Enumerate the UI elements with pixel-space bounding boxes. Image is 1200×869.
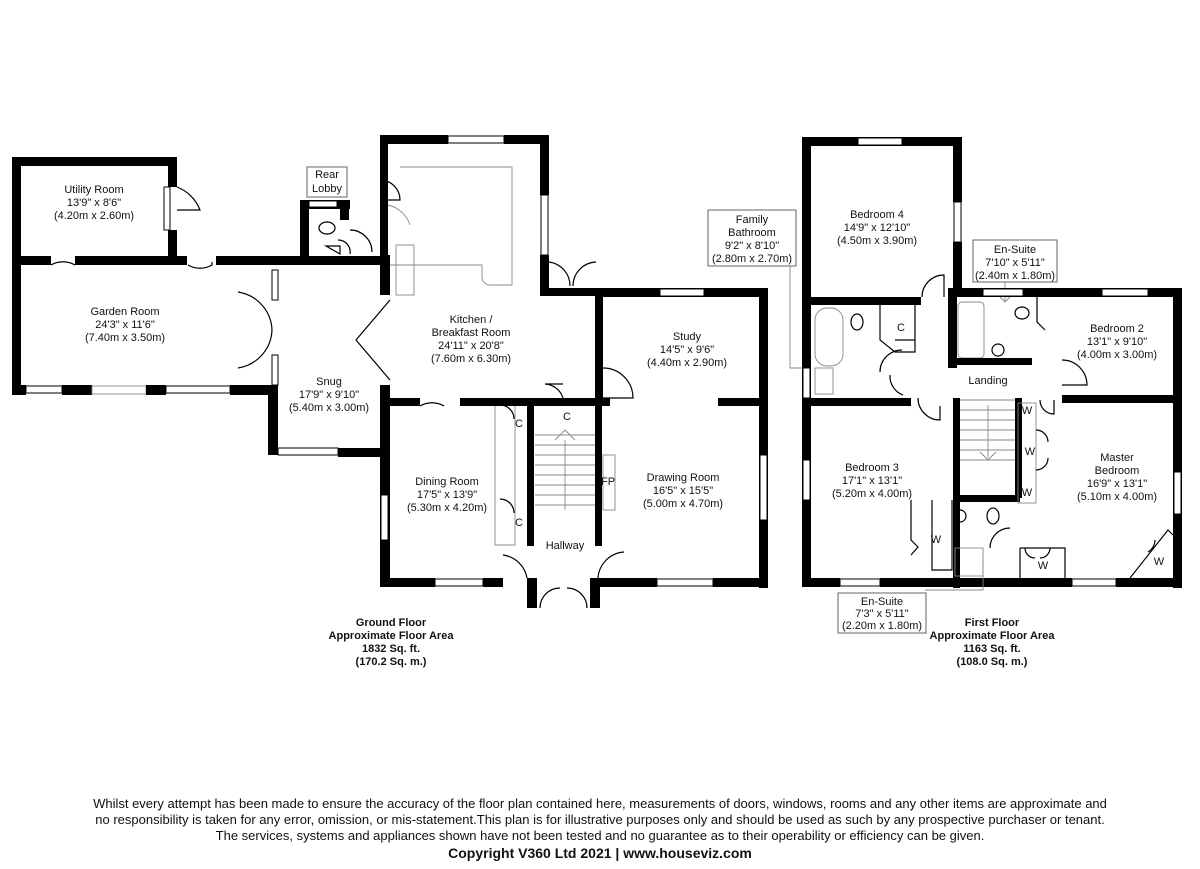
ensuite-top-name: En-Suite (993, 244, 1037, 256)
kitchen-imperial: 24'11" x 20'8" (438, 340, 504, 352)
wardrobe-label-1: W (930, 534, 942, 546)
wardrobe-label-5: W (1037, 560, 1049, 572)
kitchen-name: Kitchen / (449, 314, 493, 326)
garden-room-name: Garden Room (90, 306, 160, 318)
cupboard-label-3: C (563, 411, 571, 423)
ground-floor-area-label: Approximate Floor Area (328, 630, 454, 642)
utility-room-metric: (4.20m x 2.60m) (53, 210, 135, 222)
bedroom4-imperial: 14'9" x 12'10" (843, 222, 911, 234)
family-bathroom-imperial: 9'2" x 8'10" (724, 240, 780, 252)
utility-room-imperial: 13'9" x 8'6" (66, 197, 122, 209)
disclaimer-line-3: The services, systems and appliances shown have not been tested and no guarantee as to their operability or efficiency can be given. (215, 828, 985, 843)
ground-floor-sqft: 1832 Sq. ft. (361, 643, 421, 655)
kitchen-metric: (7.60m x 6.30m) (430, 353, 512, 365)
first-floor-plan (708, 137, 1182, 668)
ensuite-bottom-metric: (2.20m x 1.80m) (841, 620, 923, 632)
study-name: Study (672, 331, 702, 343)
wardrobe-label-6: W (1153, 556, 1165, 568)
drawing-room-name: Drawing Room (646, 472, 720, 484)
ensuite-top-imperial: 7'10" x 5'11" (985, 257, 1045, 269)
utility-room-name: Utility Room (64, 184, 124, 196)
study-imperial: 14'5" x 9'6" (659, 344, 715, 356)
family-bathroom-metric: (2.80m x 2.70m) (711, 253, 793, 265)
ground-floor-title: Ground Floor (355, 617, 427, 629)
cupboard-label-1: C (515, 418, 523, 430)
disclaimer-line-2: no responsibility is taken for any error, omission, or mis-statement.This plan is for illustrative purposes only and should be used as such by any prospective purchaser or tenant. (95, 812, 1105, 827)
wardrobe-label-3: W (1024, 446, 1036, 458)
cupboard-label-2: C (515, 517, 523, 529)
ground-floor-plan (12, 135, 768, 668)
ground-floor-sqm: (170.2 Sq. m.) (355, 656, 427, 668)
garden-room-imperial: 24'3" x 11'6" (95, 319, 155, 331)
first-floor-area-label: Approximate Floor Area (929, 630, 1055, 642)
ensuite-bottom-name: En-Suite (860, 596, 904, 608)
bedroom2-metric: (4.00m x 3.00m) (1076, 349, 1158, 361)
master-bedroom-name-2: Bedroom (1094, 465, 1140, 477)
master-bedroom-name: Master (1100, 452, 1134, 464)
bedroom4-name: Bedroom 4 (850, 209, 904, 221)
snug-imperial: 17'9" x 9'10" (298, 389, 360, 401)
copyright-notice: Copyright V360 Ltd 2021 | www.houseviz.com (448, 845, 752, 861)
dining-room-name: Dining Room (415, 476, 479, 488)
snug-name: Snug (316, 376, 342, 388)
ensuite-bottom-imperial: 7'3" x 5'11" (855, 608, 909, 620)
rear-lobby-label: Rear (315, 169, 339, 181)
study-metric: (4.40m x 2.90m) (646, 357, 728, 369)
drawing-room-imperial: 16'5" x 15'5" (652, 485, 714, 497)
bedroom2-name: Bedroom 2 (1090, 323, 1144, 335)
dining-room-imperial: 17'5" x 13'9" (416, 489, 478, 501)
cupboard-label-4: C (897, 322, 905, 334)
disclaimer-line-1: Whilst every attempt has been made to ensure the accuracy of the floor plan contained here, measurements of doors, windows, rooms and any other items are approximate and (93, 796, 1107, 811)
family-bathroom-name: Family (735, 214, 769, 226)
snug-metric: (5.40m x 3.00m) (288, 402, 370, 414)
hallway-label: Hallway (545, 540, 585, 552)
landing-label: Landing (968, 375, 1008, 387)
bedroom3-name: Bedroom 3 (845, 462, 899, 474)
fireplace-label: FP (600, 476, 616, 488)
disclaimer (40, 796, 1160, 862)
dining-room-metric: (5.30m x 4.20m) (406, 502, 488, 514)
family-bathroom-name-2: Bathroom (728, 227, 776, 239)
wardrobe-label-2: W (1021, 405, 1033, 417)
master-bedroom-metric: (5.10m x 4.00m) (1076, 491, 1158, 503)
bedroom4-metric: (4.50m x 3.90m) (836, 235, 918, 247)
drawing-room-metric: (5.00m x 4.70m) (642, 498, 724, 510)
first-floor-sqft: 1163 Sq. ft. (963, 643, 1021, 655)
ensuite-top-metric: (2.40m x 1.80m) (974, 270, 1056, 282)
wardrobe-label-4: W (1021, 487, 1033, 499)
master-bedroom-imperial: 16'9" x 13'1" (1086, 478, 1148, 490)
bedroom2-imperial: 13'1" x 9'10" (1086, 336, 1148, 348)
first-floor-sqm: (108.0 Sq. m.) (956, 656, 1028, 668)
garden-room-metric: (7.40m x 3.50m) (84, 332, 166, 344)
rear-lobby-label-2: Lobby (312, 183, 342, 195)
first-floor-title: First Floor (964, 617, 1020, 629)
bedroom3-metric: (5.20m x 4.00m) (831, 488, 913, 500)
kitchen-name-2: Breakfast Room (431, 327, 511, 339)
bedroom3-imperial: 17'1" x 13'1" (841, 475, 903, 487)
